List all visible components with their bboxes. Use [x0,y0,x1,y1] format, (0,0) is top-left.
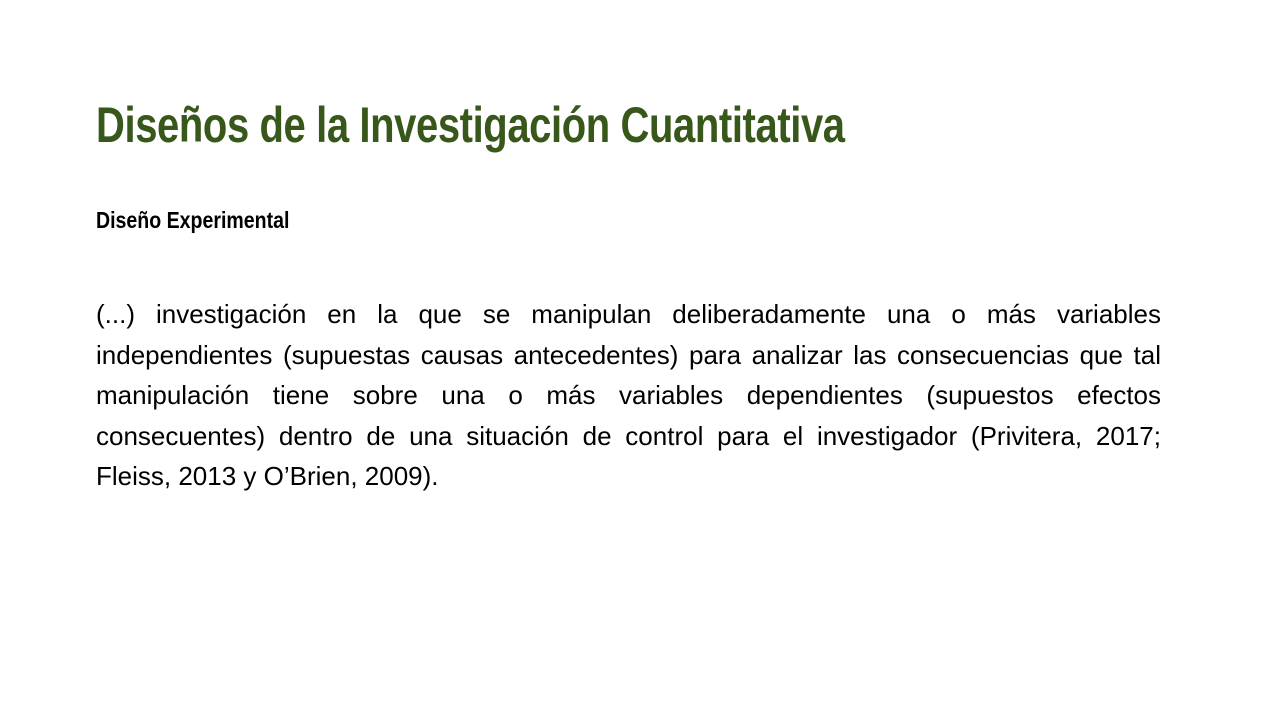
body-paragraph: (...) investigación en la que se manipulan deliberadamente una o más variables independientes (supuestas causas antecedentes) para analizar las consecuencias que tal manipulación tiene sobre una o más variables dependientes (supuestos efectos consecuentes) dentro de una situación de control para el investigador (Privitera, 2017; Fleiss, 2013 y O’Brien, 2009). [96,299,1161,491]
slide-title: Diseños de la Investigación Cuantitativa [96,97,845,153]
section-subtitle: Diseño Experimental [96,207,290,233]
